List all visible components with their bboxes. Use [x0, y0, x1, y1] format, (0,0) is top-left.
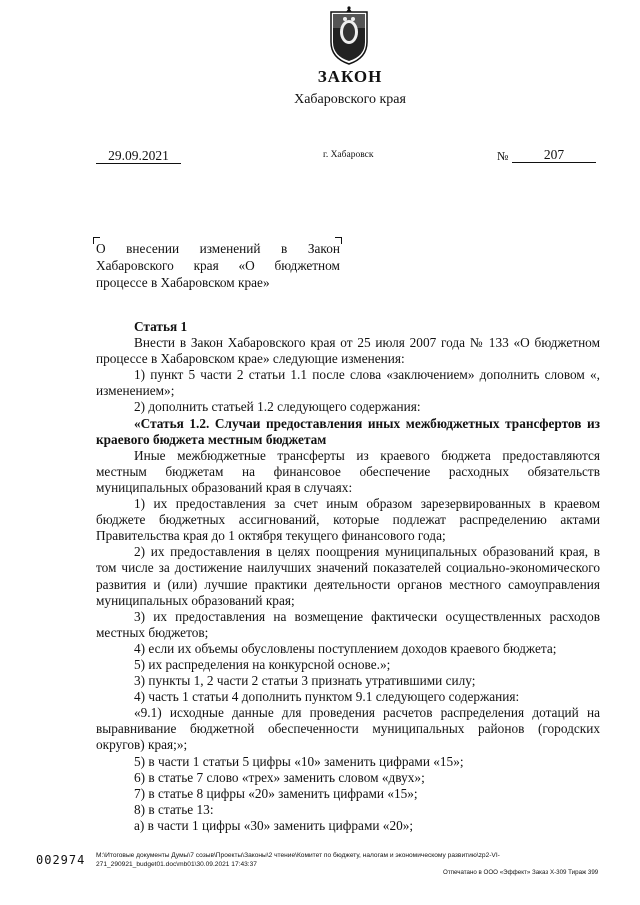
paragraph: 3) их предоставления на возмещение фактически осуществленных расходов местных бюджетов;	[96, 608, 600, 640]
article-1-2-heading: «Статья 1.2. Случаи предоставления иных межбюджетных трансфертов из краевого бюджета местным бюджетам	[96, 415, 600, 447]
law-city: г. Хабаровск	[323, 150, 374, 160]
paragraph: 5) в части 1 статьи 5 цифры «10» заменить цифрами «15»;	[134, 753, 464, 769]
paragraph: 8) в статье 13:	[134, 801, 214, 817]
subject-word: О	[96, 241, 106, 256]
paragraph: 4) если их объемы обусловлены поступлением доходов краевого бюджета;	[134, 640, 557, 656]
paragraph: а) в части 1 цифры «30» заменить цифрами «20»;	[134, 817, 414, 833]
document-serial-number: 002974	[36, 853, 86, 867]
law-number: 207	[512, 147, 596, 163]
coat-of-arms-icon	[327, 6, 371, 66]
subject-word: внесении	[126, 241, 180, 256]
paragraph: 2) дополнить статьей 1.2 следующего содержания:	[134, 399, 421, 415]
subject-word: Хабаровского	[96, 258, 174, 273]
paragraph: 6) в статье 7 слово «трех» заменить словом «двух»;	[134, 769, 425, 785]
subject-word: бюджетном	[274, 258, 340, 273]
paragraph: Иные межбюджетные трансферты из краевого бюджета предоставляются местным бюджетам на финансовое обеспечение расходных обязательств муниципальных образований края в случаях:	[96, 447, 600, 495]
paragraph: 1) пункт 5 части 2 статьи 1.1 после слова «заключением» дополнить словом «, изменением»;	[96, 367, 600, 399]
law-body	[96, 319, 600, 834]
paragraph: 4) часть 1 статьи 4 дополнить пунктом 9.1 следующего содержания:	[134, 689, 520, 705]
print-note: Отпечатано в ООО «Эффект» Заказ Х-309 Тираж 399	[443, 869, 599, 876]
subject-word: «О	[238, 258, 255, 273]
paragraph: 5) их распределения на конкурсной основе.»;	[134, 656, 391, 672]
subject-word: в	[281, 241, 288, 256]
article-1-heading: Статья 1	[134, 319, 188, 334]
file-path-note: M:\Итоговые документы Думы\7 созыв\Проекты\Законы\2 чтение\Комитет по бюджету, налогам и экономическому развитию\zp2-VI-271_290921_budget01.doc\mb01\30.09.2021 17:43:37	[96, 852, 500, 868]
subject-word: края	[193, 258, 219, 273]
paragraph: Внести в Закон Хабаровского края от 25 июля 2007 года № 133 «О бюджетном процессе в Хабаровском крае» следующие изменения:	[96, 335, 600, 367]
subject-line-3: процессе в Хабаровском крае»	[96, 275, 270, 290]
paragraph: 7) в статье 8 цифры «20» заменить цифрами «15»;	[134, 785, 418, 801]
paragraph: 2) их предоставления в целях поощрения муниципальных образований края, в том числе за достижение наилучших значений показателей социально-экономического развития и (или) лучшие практики деятельности органов местного самоуправления муниципальных образований края;	[96, 544, 600, 608]
subject-line-1	[96, 240, 340, 257]
paragraph: «9.1) исходные данные для проведения расчетов распределения дотаций на выравнивание бюджетной обеспеченности муниципальных районов (городских округов) края;»;	[96, 705, 600, 753]
subject-word: изменений	[199, 241, 261, 256]
law-title: ЗАКОН	[317, 67, 383, 86]
subject-word: Закон	[307, 241, 340, 256]
law-subject	[96, 240, 340, 291]
number-label: №	[497, 149, 509, 163]
paragraph: 1) их предоставления за счет иным образом зарезервированных в краевом бюджете бюджетных ассигнований, которые подлежат распределению актами Правительства края до 1 октября текущего финансового года;	[96, 496, 600, 544]
subject-line-2	[96, 257, 340, 274]
law-date: 29.09.2021	[96, 148, 181, 164]
law-subtitle: Хабаровского края	[294, 92, 406, 107]
paragraph: 3) пункты 1, 2 части 2 статьи 3 признать утратившими силу;	[134, 673, 476, 689]
